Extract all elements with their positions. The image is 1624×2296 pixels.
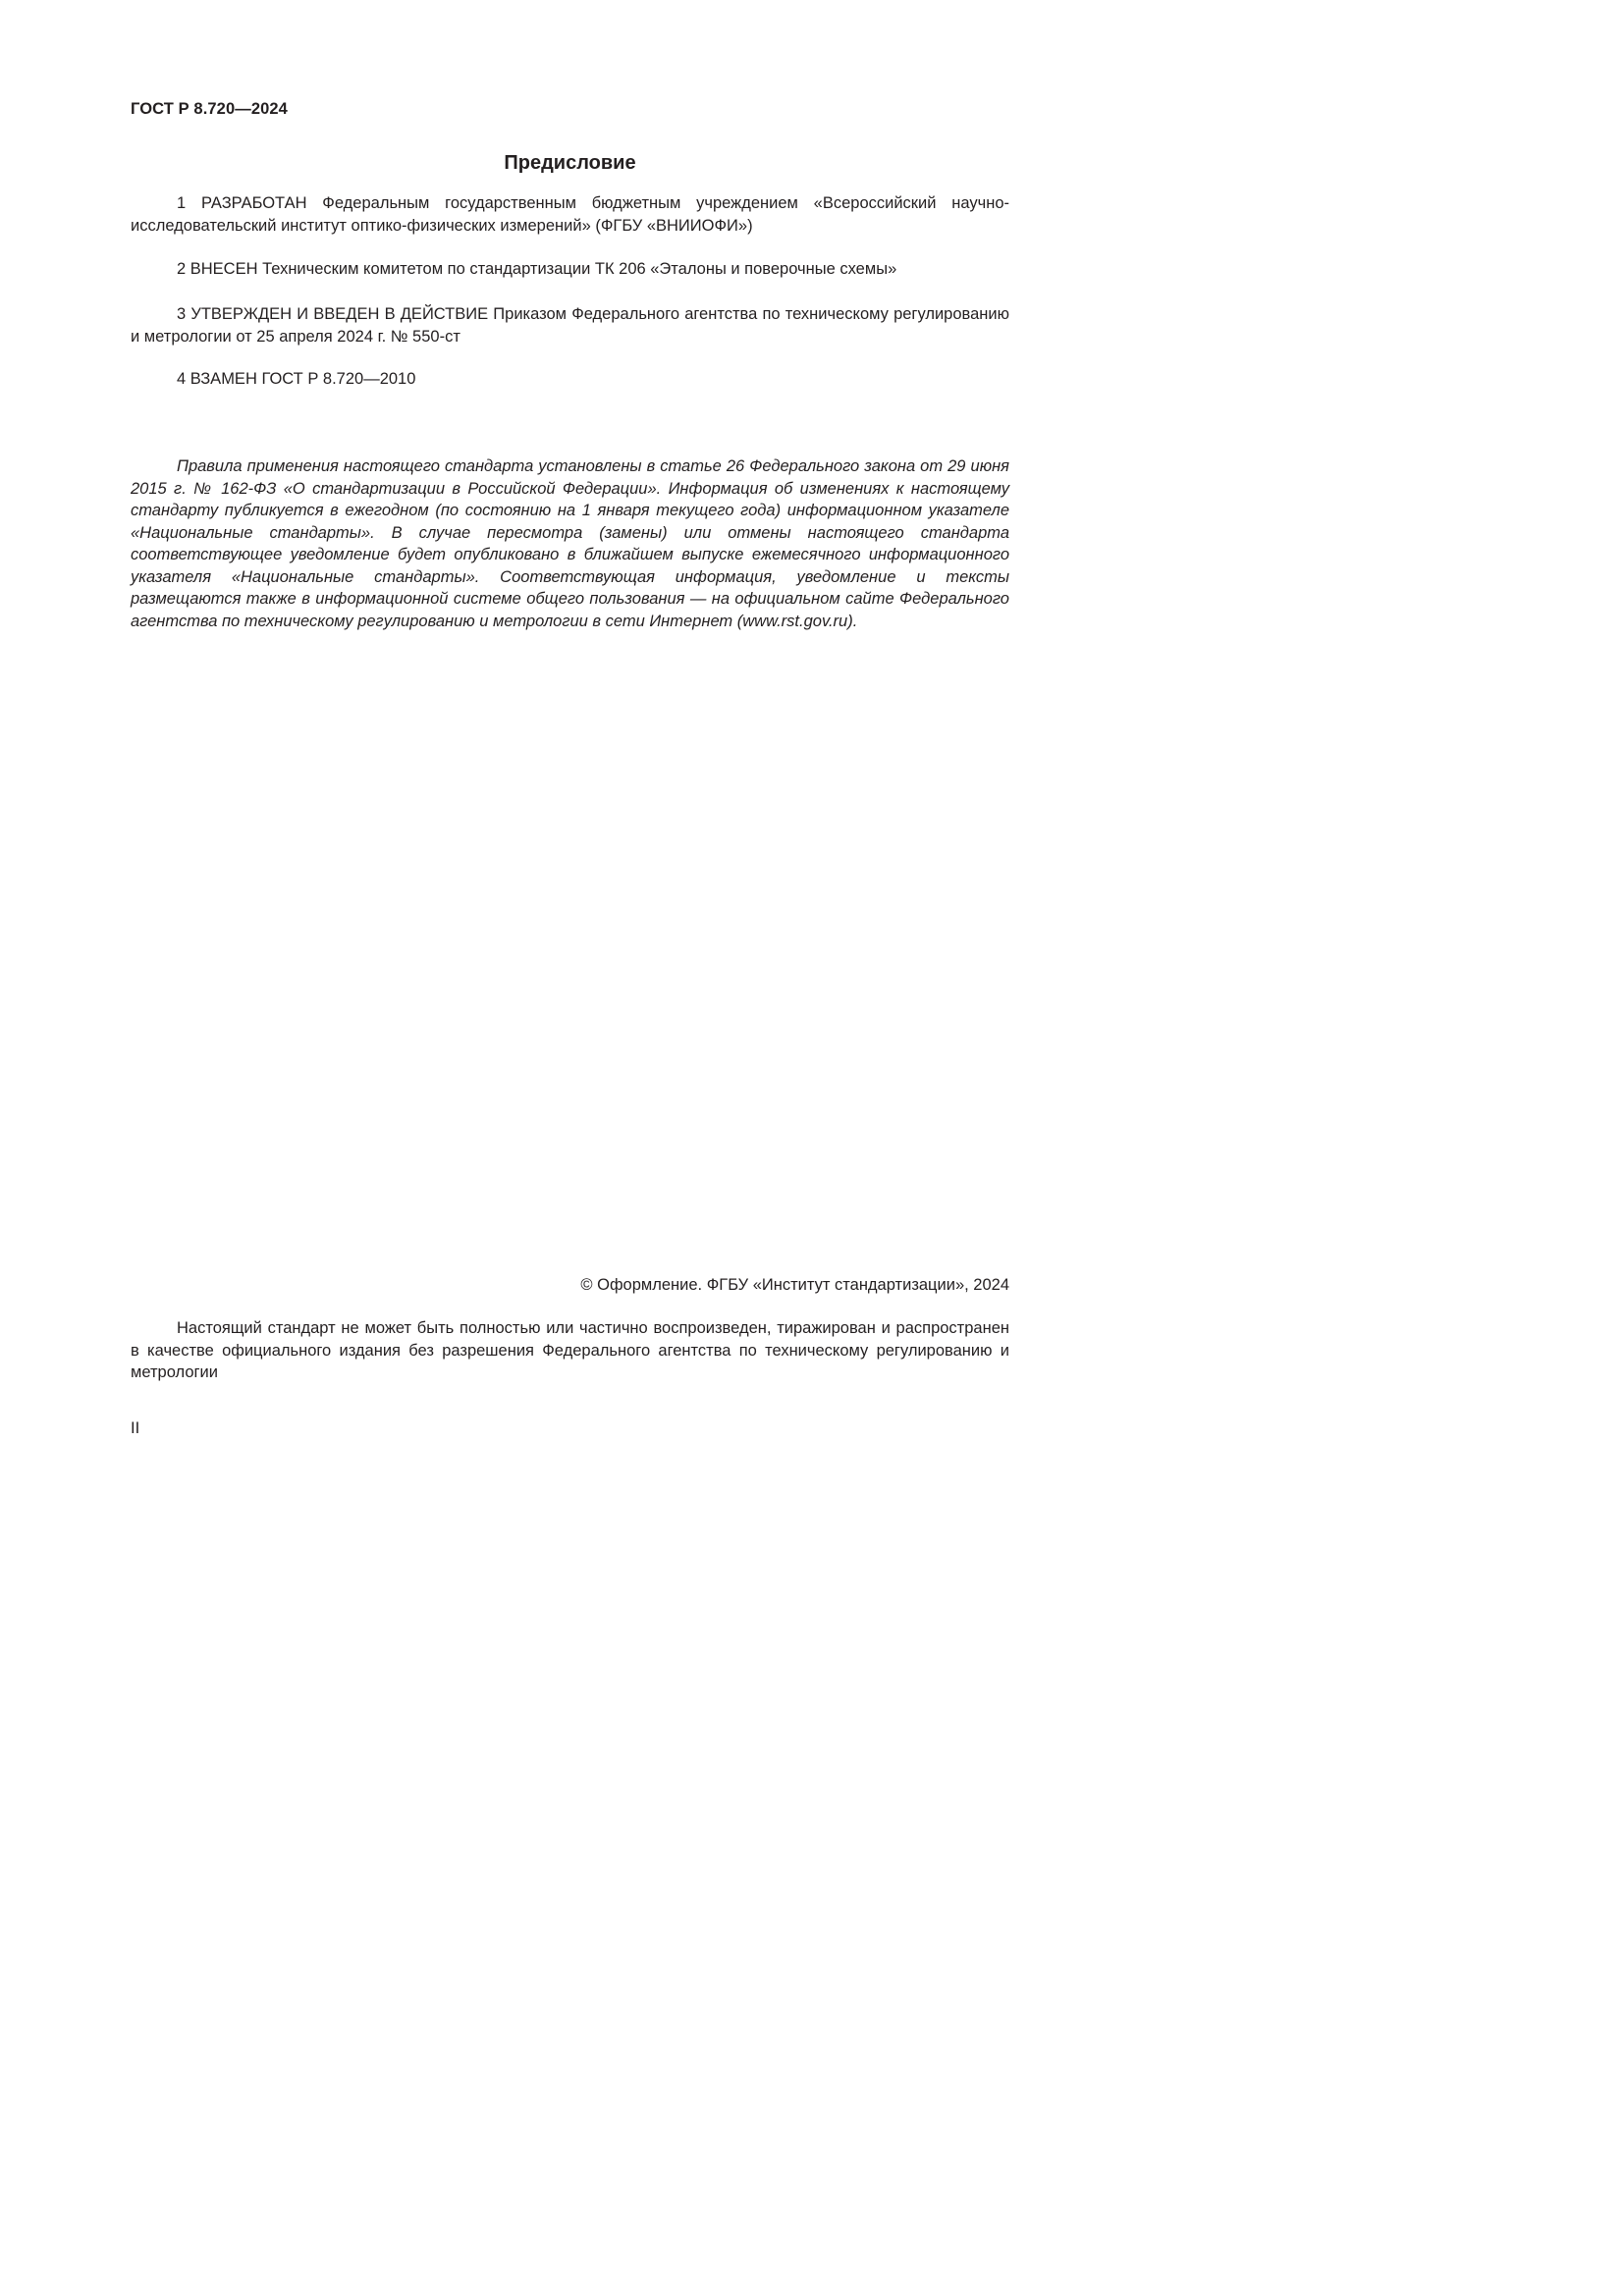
copyright-line: © Оформление. ФГБУ «Институт стандартизации», 2024 <box>580 1276 1009 1294</box>
preface-item-2: 2 ВНЕСЕН Техническим комитетом по стандартизации ТК 206 «Эталоны и поверочные схемы» <box>177 260 897 278</box>
document-code: ГОСТ Р 8.720—2024 <box>131 100 288 118</box>
section-title: Предисловие <box>504 152 636 174</box>
page-number: II <box>131 1419 140 1437</box>
preface-item-4: 4 ВЗАМЕН ГОСТ Р 8.720—2010 <box>177 370 416 388</box>
document-page <box>0 0 1089 1539</box>
preface-item-3: 3 УТВЕРЖДЕН И ВВЕДЕН В ДЕЙСТВИЕ Приказом Федерального агентства по техническому регулированию и метрологии от 25 апреля 2024 г. № 550-ст <box>131 305 1009 346</box>
usage-notice: Правила применения настоящего стандарта установлены в статье 26 Федерального закона от 29 июня 2015 г. № 162-ФЗ «О стандартизации в Российской Федерации». Информация об изменениях к настоящему стандарту публикуется в ежегодном (по состоянию на 1 января текущего года) информационном указателе «Национальные стандарты». В случае пересмотра (замены) или отмены настоящего стандарта соответствующее уведомление будет опубликовано в ближайшем выпуске ежемесячного информационного указателя «Национальные стандарты». Соответствующая информация, уведомление и тексты размещаются также в информационной системе общего пользования — на официальном сайте Федерального агентства по техническому регулированию и метрологии в сети Интернет (www.rst.gov.ru). <box>131 457 1009 630</box>
preface-item-1: 1 РАЗРАБОТАН Федеральным государственным бюджетным учреждением «Всероссийский научно-исследовательский институт оптико-физических измерений» (ФГБУ «ВНИИОФИ») <box>131 194 1009 235</box>
reproduction-restriction: Настоящий стандарт не может быть полностью или частично воспроизведен, тиражирован и распространен в качестве официального издания без разрешения Федерального агентства по техническому регулированию и метрологии <box>131 1319 1009 1381</box>
